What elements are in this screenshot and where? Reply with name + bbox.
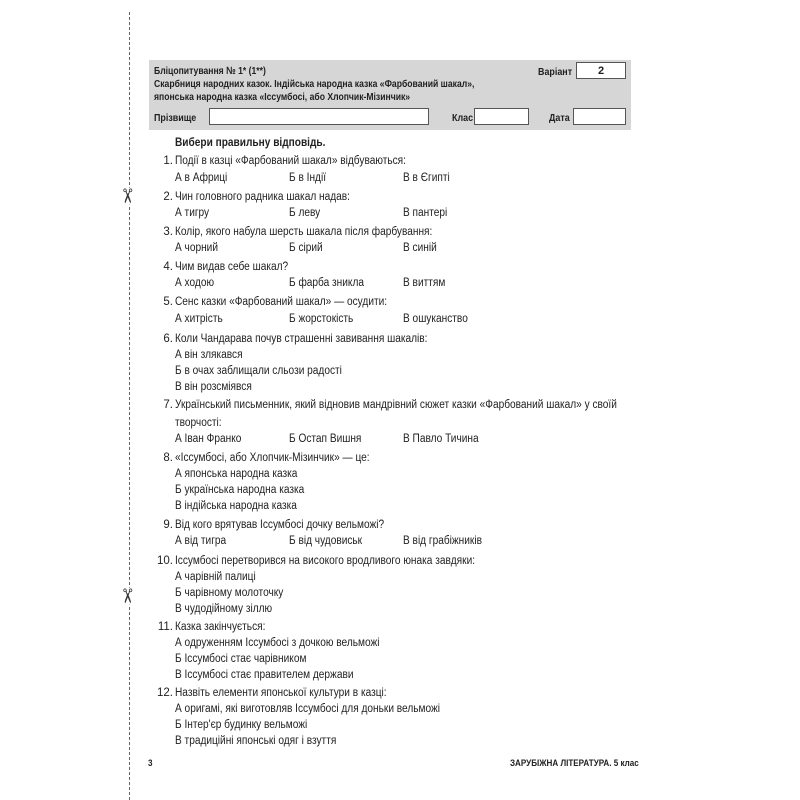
variant-label: Варіант [538,66,573,78]
variant-box: 2 [576,62,626,79]
question-number: 8. [163,452,173,464]
question-number: 12. [157,687,173,699]
option-b[interactable]: Б Іссумбосі стає чарівником [175,653,307,665]
option-a[interactable]: А японська народна казка [175,468,298,480]
option-c[interactable]: В чудодійному зіллю [175,603,273,615]
option-b[interactable]: Б жорстокість [289,313,354,325]
option-b[interactable]: Б в очах заблищали сльози радості [175,365,342,377]
question-text: Назвіть елементи японської культури в казці: [175,687,387,699]
option-b[interactable]: Б Інтер'єр будинку вельможі [175,719,308,731]
option-a[interactable]: А чарівній палиці [175,571,256,583]
class-field[interactable] [474,108,529,125]
option-c[interactable]: В виттям [403,277,446,289]
test-topic-line1: Скарбниця народних казок. Індійська народна казка «Фарбований шакал», [154,78,475,90]
question-number: 7. [163,399,173,411]
question-number: 10. [157,555,173,567]
option-b[interactable]: Б в Індії [289,172,327,184]
question-number: 1. [163,155,173,167]
question-number: 2. [163,191,173,203]
question-text: Від кого врятував Іссумбосі дочку вельможі? [175,519,385,531]
question-number: 3. [163,226,173,238]
question-text: «Іссумбосі, або Хлопчик-Мізинчик» — це: [175,452,370,464]
option-c[interactable]: В синій [403,242,437,254]
option-c[interactable]: В традиційні японські одяг і взуття [175,735,337,747]
option-c[interactable]: В індійська народна казка [175,500,297,512]
test-topic-line2: японська народна казка «Іссумбосі, або Хлопчик-Мізинчик» [154,91,411,103]
question-text: Казка закінчується: [175,621,266,633]
option-a[interactable]: А чорний [175,242,218,254]
option-a[interactable]: А одруженням Іссумбосі з дочкою вельможі [175,637,380,649]
option-b[interactable]: Б Остап Вишня [289,433,362,445]
question-text: Український письменник, який відновив мандрівний сюжет казки «Фарбований шакал» у своїй [175,399,617,411]
date-label: Дата [549,112,570,124]
surname-field[interactable] [209,108,429,125]
page-number: 3 [148,758,153,769]
option-c[interactable]: В Іссумбосі стає правителем держави [175,669,354,681]
question-text: Колір, якого набула шерсть шакала після фарбування: [175,226,433,238]
option-c[interactable]: В в Єгипті [403,172,450,184]
option-b[interactable]: Б сірий [289,242,323,254]
test-number: Бліцопитування № 1* (1**) [154,65,266,77]
cut-line [129,12,130,800]
option-a[interactable]: А оригамі, які виготовляв Іссумбосі для доньки вельможі [175,703,441,715]
question-text: Сенс казки «Фарбований шакал» — осудити: [175,296,388,308]
question-number: 5. [163,296,173,308]
option-c[interactable]: В Павло Тичина [403,433,479,445]
option-c[interactable]: В ошуканство [403,313,468,325]
option-a[interactable]: А він злякався [175,349,243,361]
option-b[interactable]: Б чарівному молоточку [175,587,284,599]
scissors-icon: ✂ [115,587,138,605]
option-a[interactable]: А ходою [175,277,215,289]
option-b[interactable]: Б леву [289,207,321,219]
class-label: Клас [452,112,474,124]
test-header [149,60,631,130]
option-b[interactable]: Б українська народна казка [175,484,305,496]
date-field[interactable] [573,108,626,125]
option-a[interactable]: А від тигра [175,535,227,547]
option-b[interactable]: Б фарба зникла [289,277,365,289]
instruction: Вибери правильну відповідь. [175,137,326,149]
question-number: 6. [163,333,173,345]
option-a[interactable]: А хитрість [175,313,223,325]
question-text: Події в казці «Фарбований шакал» відбуваються: [175,155,406,167]
question-number: 4. [163,261,173,273]
question-text: Чин головного радника шакал надав: [175,191,350,203]
option-c[interactable]: В пантері [403,207,448,219]
option-a[interactable]: А Іван Франко [175,433,242,445]
option-c[interactable]: В від грабіжників [403,535,482,547]
option-a[interactable]: А тигру [175,207,210,219]
question-text: Чим видав себе шакал? [175,261,289,273]
question-text-cont: творчості: [175,417,222,429]
surname-label: Прізвище [154,112,197,124]
option-b[interactable]: Б від чудовиськ [289,535,363,547]
scissors-icon: ✂ [115,187,138,205]
question-number: 11. [157,621,173,633]
option-c[interactable]: В він розсміявся [175,381,252,393]
question-text: Іссумбосі перетворився на високого вродливого юнака завдяки: [175,555,476,567]
question-text: Коли Чандарава почув страшенні завивання шакалів: [175,333,428,345]
subject-footer: ЗАРУБІЖНА ЛІТЕРАТУРА. 5 клас [510,758,639,769]
option-a[interactable]: А в Африці [175,172,228,184]
question-number: 9. [163,519,173,531]
